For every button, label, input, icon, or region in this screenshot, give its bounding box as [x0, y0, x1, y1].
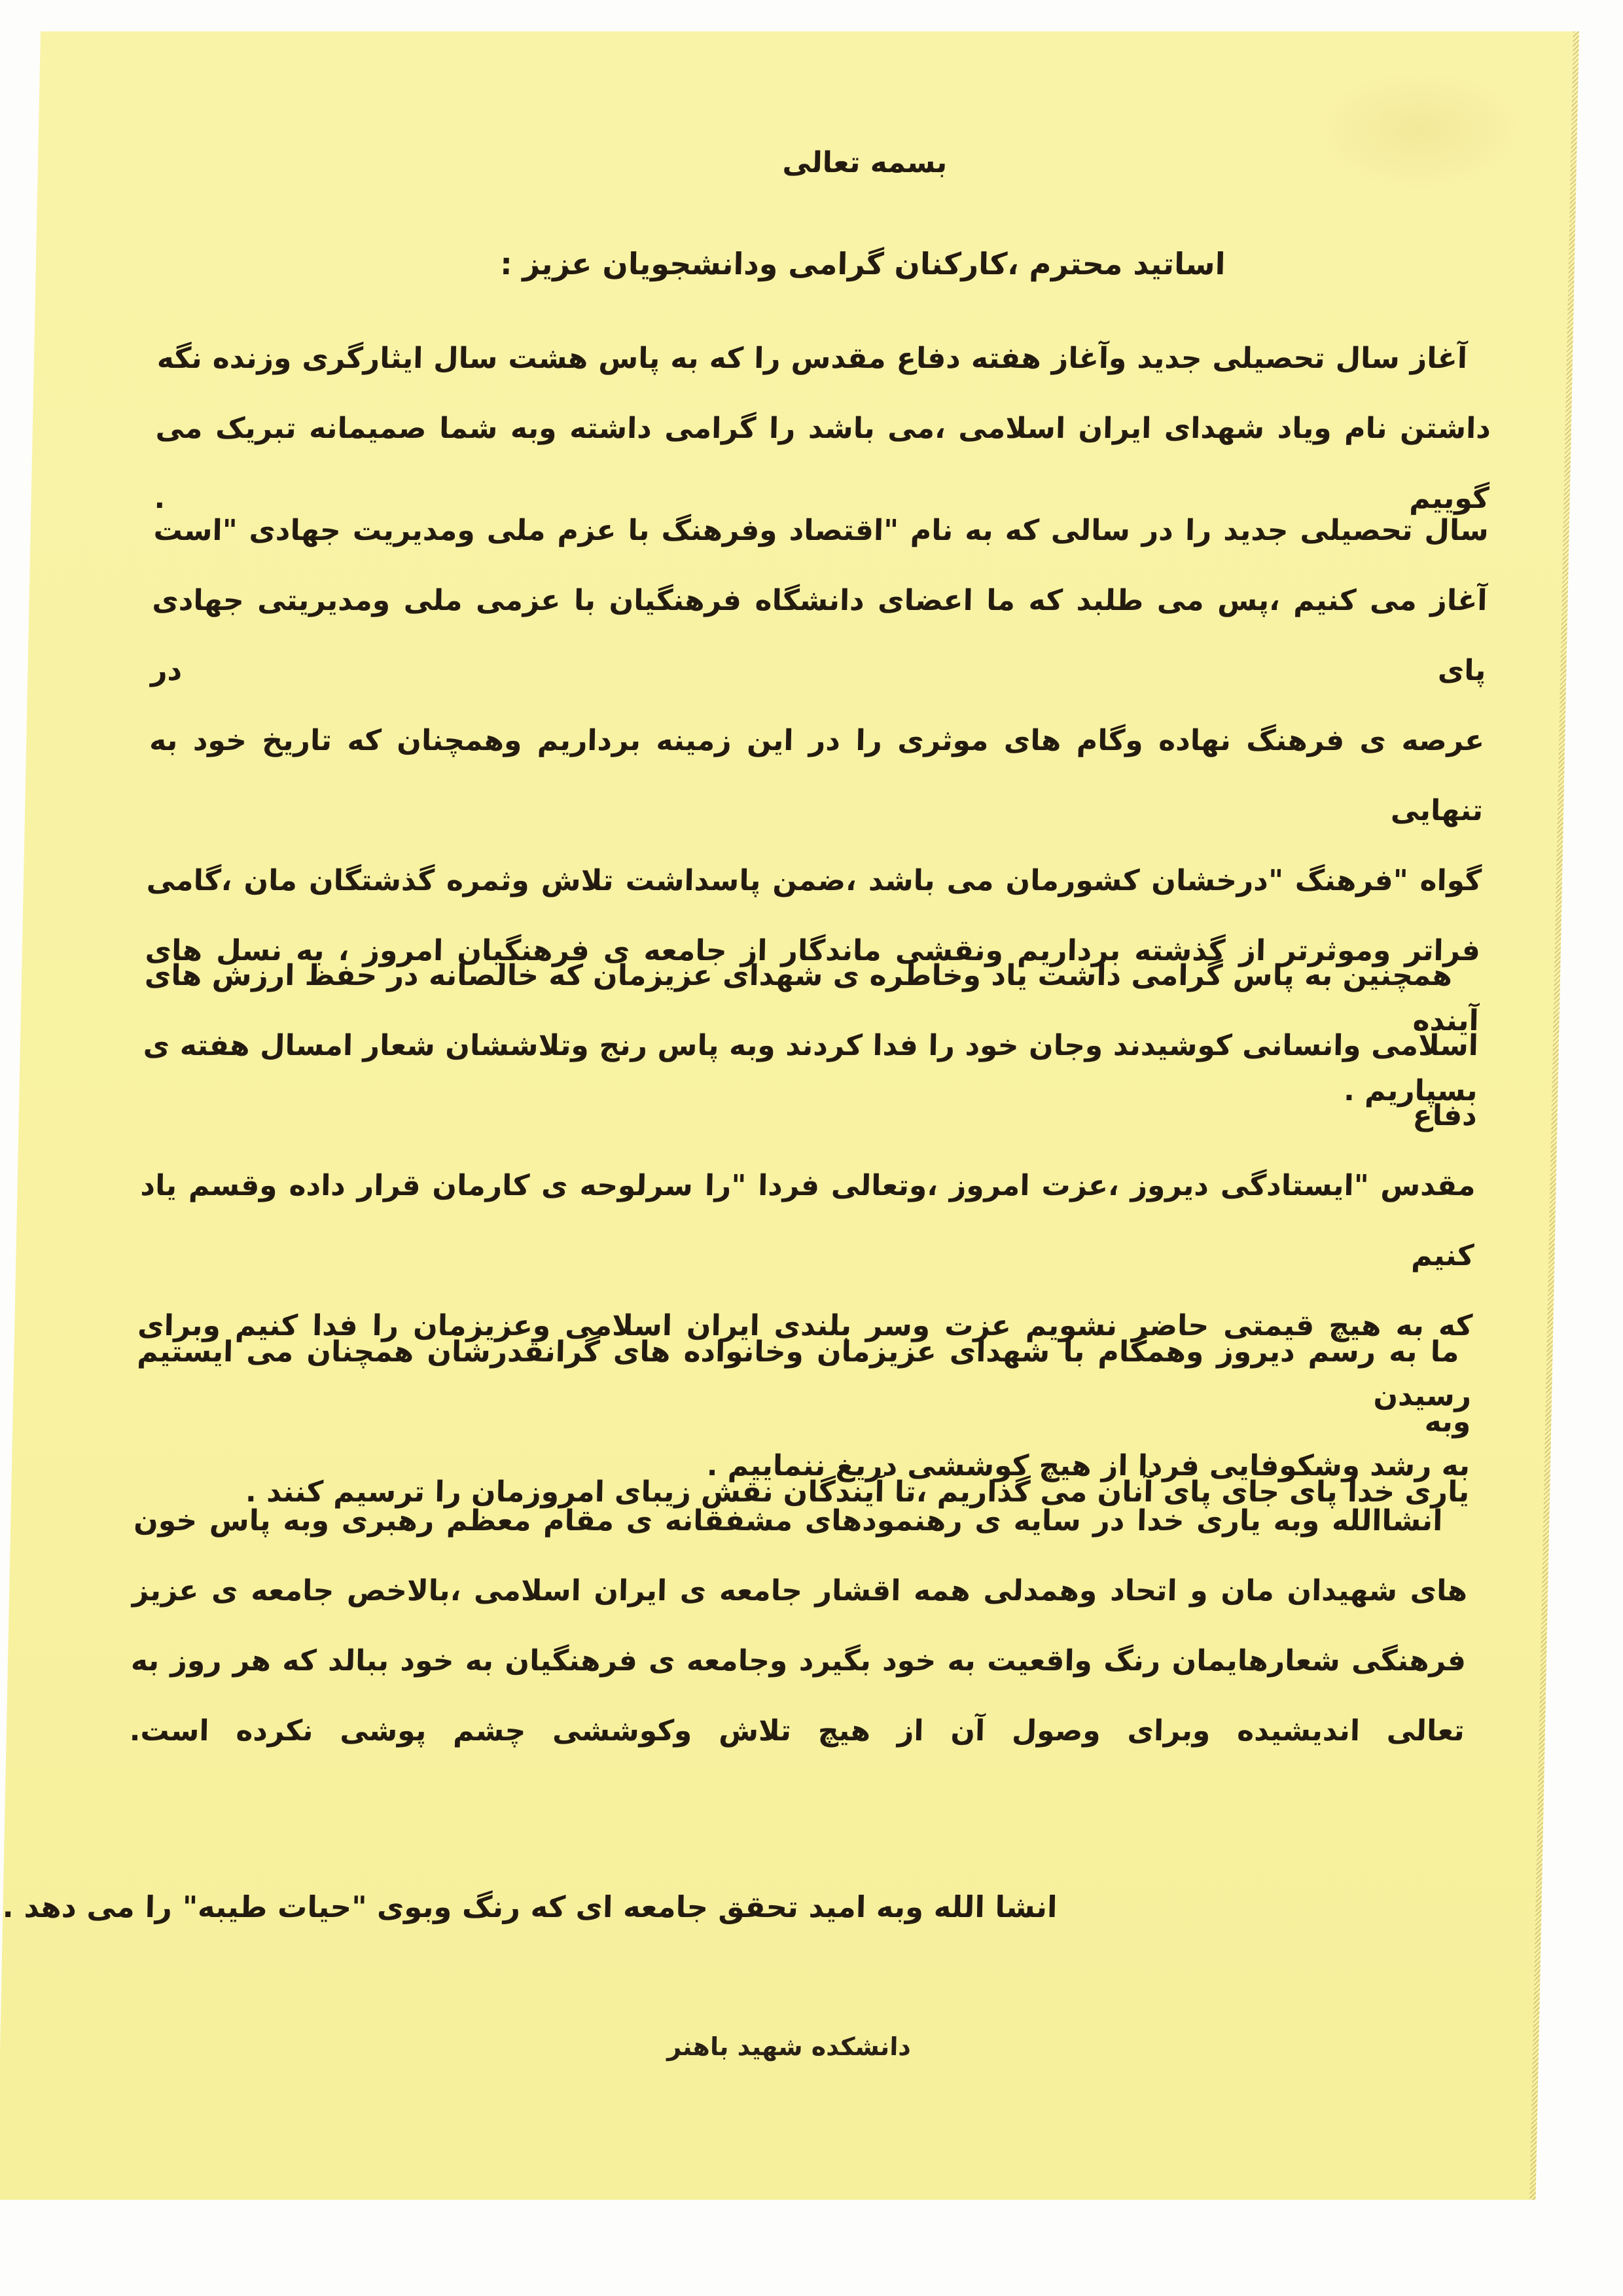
text-line: انشاالله وبه یاری خدا در سایه ی رهنمودهای مشفقانه ی مقام معظم رهبری وبه پاس خون: [133, 1504, 1443, 1537]
text-line: ما به رسم دیروز وهمگام با شهدای عزیزمان وخانواده های گرانقدرشان همچنان می ایستیم وبه: [136, 1335, 1471, 1439]
text-line: اسلامی وانسانی کوشیدند وجان خود را فدا کردند وبه پاس رنج وتلاششان شعار امسال هفته ی دفاع: [143, 1029, 1479, 1132]
salutation: اساتید محترم ،کارکنان گرامی ودانشجویان عزیز :: [499, 246, 1226, 281]
signature-faculty: دانشکده شهید باهنر: [667, 2032, 912, 2061]
text-line: که به هیچ قیمتی حاضر نشویم عزت وسر بلندی ایران اسلامی وعزیزمان را فدا کنیم وبرای رسیدن: [137, 1309, 1473, 1412]
closing-line: انشا الله وبه امید تحقق جامعه ای که رنگ وبوی "حیات طیبه" را می دهد .: [2, 1890, 1058, 1924]
paper-right-edge-texture: [1529, 31, 1579, 2200]
text-line: بسپاریم .: [1343, 1074, 1478, 1107]
text-line: آغاز می کنیم ،پس می طلبد که ما اعضای دانشگاه فرهنگیان با عزمی ملی ومدیریتی جهادی پای در: [150, 584, 1488, 687]
text-line: های شهیدان مان و اتحاد وهمدلی همه اقشار جامعه ی ایران اسلامی ،بالاخص جامعه ی عزیز: [132, 1574, 1468, 1607]
text-line: عرصه ی فرهنگ نهاده وگام های موثری را در این زمینه برداریم وهمچنان که تاریخ خود به تنهایی: [149, 724, 1485, 827]
text-line: گواه "فرهنگ "درخشان کشورمان می باشد ،ضمن پاسداشت تلاش وثمره گذشتگان مان ،گامی: [146, 864, 1482, 897]
text-line: سال تحصیلی جدید را در سالی که به نام "اقتصاد وفرهنگ با عزم ملی ومدیریت جهادی "است: [153, 514, 1489, 547]
text-line: تعالی اندیشیده وبرای وصول آن از هیچ تلاش وکوششی چشم پوشی نکرده است.: [129, 1714, 1465, 1748]
text-line: یاری خدا پای جای پای آنان می گذاریم ،تا آیندگان نقش زیبای امروزمان را ترسیم کنند .: [245, 1475, 1470, 1509]
text-line: به رشد وشکوفایی فردا از هیچ کوششی دریغ ننماییم .: [706, 1449, 1471, 1482]
paper-sheet: [0, 31, 1579, 2200]
bismillah-header: بسمه تعالی: [782, 146, 948, 179]
text-line: مقدس "ایستادگی دیروز ،عزت امروز ،وتعالی فردا "را سرلوحه ی کارمان قرار داده وقسم یاد کنیم: [140, 1169, 1476, 1272]
text-line: فراتر وموثرتر از گذشته برداریم ونقشی ماندگار از جامعه ی فرهنگیان امروز ، به نسل های آینده: [145, 934, 1481, 1037]
text-line: داشتن نام ویاد شهدای ایران اسلامی ،می باشد را گرامی داشته وبه شما صمیمانه تبریک می گوییم .: [154, 412, 1491, 515]
paragraph-5: [129, 1486, 1470, 1766]
text-line: همچنین به پاس گرامی داشت یاد وخاطره ی شهدای عزیزمان که خالصانه در حفظ ارزش های: [144, 959, 1453, 992]
text-line: فرهنگی شعارهایمان رنگ واقعیت به خود بگیرد وجامعه ی فرهنگیان به خود ببالد که هر روز به: [130, 1644, 1467, 1677]
text-line: آغاز سال تحصیلی جدید وآغاز هفته دفاع مقدس را که به پاس هشت سال ایثارگری وزنده نگه: [156, 342, 1468, 375]
